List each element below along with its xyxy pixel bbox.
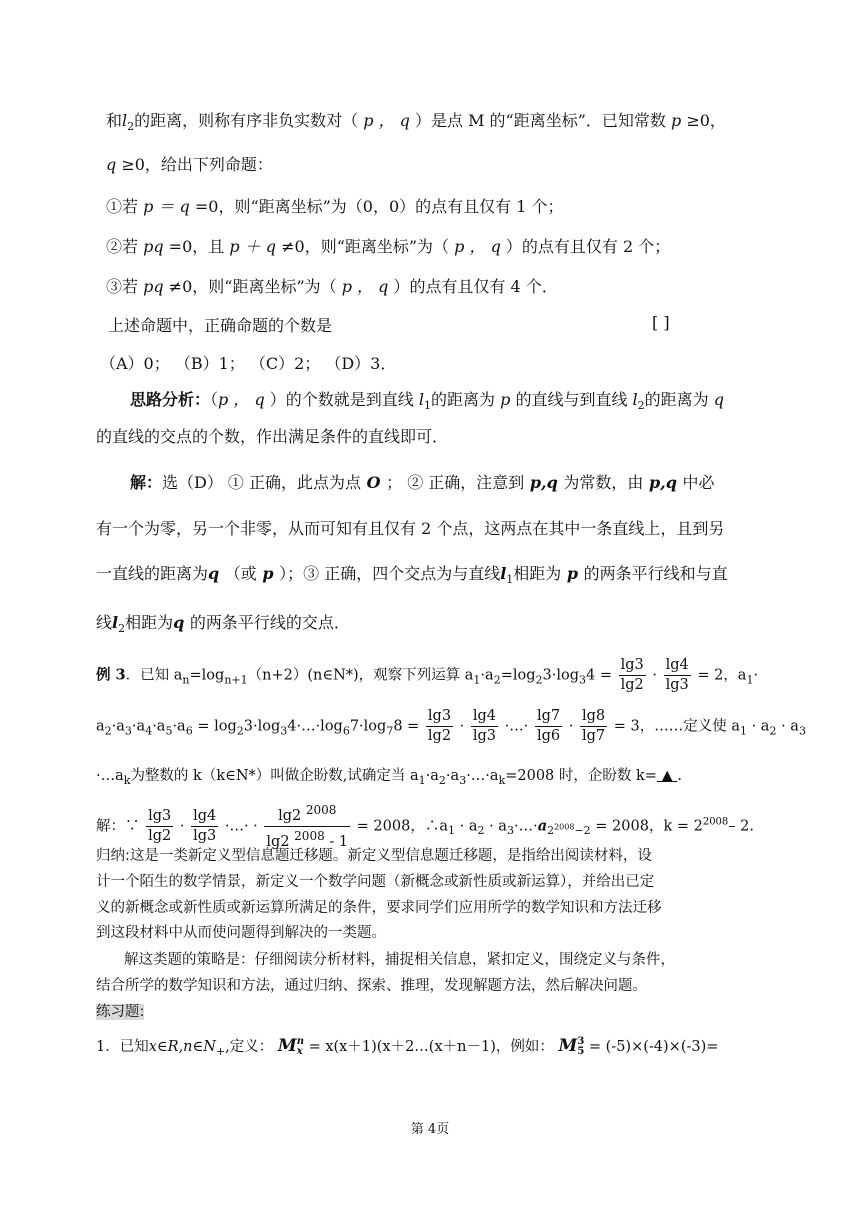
text: 归纳:这是一类新定义型信息题迁移题。新定义型信息题迁移题，是指给出阅读材料，设: [96, 848, 652, 864]
text: a: [537, 817, 548, 835]
text: =0，则“距离坐标”为（0，0）的点有且仅有 1 个；: [194, 197, 564, 216]
text: 1．已知: [96, 1039, 149, 1055]
page-number: 第 4页: [410, 1122, 450, 1137]
answer-bracket: [652, 313, 670, 332]
text: 2008: [702, 816, 729, 828]
text: ．已知 a: [125, 667, 183, 684]
text: （或: [224, 564, 257, 583]
text: lg4: [471, 707, 498, 727]
proposition-3: ③若 pq ≠0，则“距离坐标”为（ p ， q ）的点有且仅有 4 个．: [106, 277, 558, 296]
fraction-lg4-lg3: [191, 807, 218, 846]
text: 3·log: [243, 718, 281, 735]
fraction-lg4-lg3: [664, 656, 691, 695]
text: = 3，……定义使 a: [613, 718, 740, 735]
text: x∈R,n∈N: [148, 1039, 216, 1055]
solution-line-4: 线$l_2$相距为q 的两条平行线的交点．: [96, 613, 350, 636]
text: ③若: [106, 277, 139, 296]
text: 的直线与到直线: [515, 390, 628, 409]
text: 2008: [305, 803, 337, 817]
text: – 2.: [728, 818, 754, 835]
analysis-line-1: 思路分析：（p ， q ）的个数就是到直线 $l_1$的距离为 p 的直线与到直线 $l_2$的距离为 q: [130, 390, 724, 413]
text: ②若: [106, 237, 139, 256]
text: lg6: [536, 728, 561, 744]
fraction-lg7-lg6: [535, 707, 562, 746]
question-stem: [108, 313, 332, 336]
text: - 1: [329, 833, 349, 850]
text: ）的点有且仅有 4 个．: [393, 277, 558, 296]
text: lg2: [427, 728, 452, 744]
strategy-line-1: [124, 948, 675, 969]
text: = 2，a: [697, 667, 747, 684]
text: 上述命题中，正确命题的个数是: [108, 316, 333, 335]
solution-label: 解：: [130, 473, 163, 492]
text: 为整数的 k（k∈N*）叫做企盼数,试确定当 a: [130, 768, 419, 784]
text: 中必: [682, 473, 715, 492]
text: ）；③ 正确，四个交点为与直线: [279, 564, 501, 583]
text: （A）0； （B）1； （C）2； （D）3．: [100, 354, 397, 373]
text: 线: [96, 613, 113, 632]
text: 的距离为: [644, 390, 709, 409]
text: ）的个数就是到直线: [269, 390, 414, 409]
summary-line-1: [96, 844, 652, 865]
answer-options: [100, 351, 396, 374]
fraction-lg3-lg2: [426, 707, 453, 746]
text: 和: [106, 111, 123, 130]
text: 的距离为: [431, 390, 496, 409]
text: 相距为: [125, 613, 174, 632]
text: 选（D） ① 正确，此点为点: [162, 473, 362, 492]
text: ≠0，则“距离坐标”为（: [281, 237, 450, 256]
text: = 2008，: [356, 818, 425, 835]
text: 相距为: [513, 564, 562, 583]
text: 的距离，则称有序非负实数对（: [134, 111, 359, 130]
text: ·…a: [96, 768, 124, 784]
text: lg7: [535, 707, 562, 727]
analysis-label: 思路分析：: [130, 390, 211, 409]
text: ）的点有且仅有 2 个；: [505, 237, 671, 256]
proposition-2: ②若 pq =0，且 p ＋ q ≠0，则“距离坐标”为（ p ， q ）的点有且仅有 2 个；: [106, 237, 671, 256]
blank-triangle-icon: ▲: [661, 768, 673, 784]
text: ≥0，给出下列命题：: [121, 155, 273, 174]
text: 2008: [294, 828, 325, 843]
proposition-1: ①若 p ＝ q =0，则“距离坐标”为（0，0）的点有且仅有 1 个；: [106, 197, 564, 216]
text: =2008 时，企盼数 k=: [505, 768, 657, 784]
text: =log: [500, 667, 536, 684]
text: lg2: [278, 807, 302, 824]
example-line-1: 例 3．已知 $a_n=\log_{n+1}(n+2)(n\in N*)$，观察下列运算 $a_1\cdot a_2=\log_23\cdot\log_34$ = $\frac{\lg 3}{\lg 2}$ · $\frac{\lg 4}{\lg 3}$ = 2，$a_1\cdot$: [96, 657, 759, 693]
text: ≥0，: [686, 111, 726, 130]
text: 练习题:: [96, 1004, 145, 1020]
text: =log: [189, 667, 225, 684]
fraction-lg4-lg3: [471, 707, 498, 746]
text: 解：: [96, 818, 125, 835]
fraction-lg8-lg7: [580, 707, 607, 746]
text: 到这段材料中从而使问题得到解决的一类题。: [96, 925, 386, 941]
text: lg2: [148, 827, 172, 844]
summary-line-4: [96, 921, 386, 942]
text: 的两条平行线和与直: [583, 564, 728, 583]
intro-line-2: q ≥0，给出下列命题：: [106, 155, 273, 174]
exercise-1: 1．已知$x\in R,n\in N_+$,定义： M n x = x(x＋1)(x＋2…(x＋n－1)，例如： M 3 5 = (-5)×(-4)×(-3)=: [96, 1036, 719, 1058]
fraction-lg3-lg2: [619, 656, 646, 695]
text: lg3: [426, 707, 453, 727]
text: 为常数，由: [563, 473, 644, 492]
text: lg3: [665, 677, 689, 693]
text: = 2008，k = 2: [595, 818, 703, 835]
example-label: 例 3: [96, 666, 126, 684]
text: lg4: [664, 656, 691, 676]
example-line-2: $a_2\cdot a_3\cdot a_4\cdot a_5\cdot a_6$ = $\log_23\cdot\log_34\cdot\dots\cdot\log_67\cdot\log_78$ = $\frac{\lg 3}{\lg 2}$ · $\frac{\lg 4}{\lg 3}$ ·…· $\frac{\lg 7}{\lg 6}$ · $\frac{\lg 8}{\lg 7}$ = 3，……定义使 $a_1 \cdot a_2 \cdot a_3$: [96, 708, 806, 744]
text: = (-5)×(-4)×(-3)=: [588, 1039, 719, 1055]
text: 计一个陌生的数学情景，新定义一个数学问题（新概念或新性质或新运算），并给出已定: [96, 874, 655, 890]
summary-line-3: [96, 896, 662, 917]
exercise-heading: [96, 1000, 144, 1021]
text: 的两条平行线的交点．: [189, 613, 350, 632]
text: 4 =: [585, 667, 612, 684]
text: lg4: [191, 807, 218, 827]
text: ,定义：: [225, 1039, 274, 1055]
text: 3·log: [542, 667, 579, 684]
text: ）是点 M 的“距离坐标”．已知常数: [415, 111, 666, 130]
text: lg3: [472, 728, 497, 744]
text: 结合所学的数学知识和方法，通过归纳、探索、推理，发现解题方法，然后解决问题。: [96, 978, 647, 994]
analysis-line-2: [96, 424, 448, 447]
text: lg3: [619, 656, 646, 676]
text: 义的新概念或新性质或新运算所满足的条件，要求同学们应用所学的数学知识和方法迁移: [96, 900, 662, 916]
text: 有一个为零，另一个非零，从而可知有且仅有 2 个点，这两点在其中一条直线上，且到另: [96, 519, 725, 538]
text: lg8: [580, 707, 607, 727]
text: lg2: [620, 677, 644, 693]
text: = log: [197, 718, 237, 735]
text: lg3: [193, 827, 217, 844]
solution-line-2: [96, 516, 724, 539]
text: 的直线的交点的个数，作出满足条件的直线即可．: [96, 427, 449, 446]
text: lg2: [266, 833, 290, 850]
text: =0，且: [168, 237, 225, 256]
summary-line-2: [96, 870, 654, 891]
text: lg3: [146, 807, 173, 827]
text: = x(x＋1)(x＋2…(x＋n－1)，例如：: [308, 1039, 554, 1055]
text: （: [210, 390, 219, 409]
strategy-line-2: [96, 974, 647, 995]
text: ； ② 正确，注意到: [386, 473, 525, 492]
page-footer: [0, 1118, 860, 1137]
text: 4·…·log: [287, 718, 343, 735]
text: ①若: [106, 197, 139, 216]
solution-line-1: 解：选（D） ① 正确，此点为点 O ； ② 正确，注意到 p,q 为常数，由 p,q 中必: [130, 473, 715, 492]
text: 解这类题的策略是：仔细阅读分析材料，捕捉相关信息，紧扣定义，围绕定义与条件，: [124, 952, 675, 968]
example-line-3: $\cdot\dots a_k$为整数的 k（k∈N*）叫做企盼数,试确定当 $a_1\cdot a_2\cdot a_3\cdot\dots\cdot a_k=2008$ 时，企盼数 k= ▲ .: [96, 768, 682, 787]
example-solution: 解：∵ $\frac{\lg 3}{\lg 2}$ · $\frac{\lg 4}{\lg 3}$ ·…· · $\frac{\lg 2 ^{2008}}{\lg 2 ^{2008} - 1}$ = 2008，$\therefore a_1 \cdot a_2$ · $a_3\cdot\dots\cdot a_{2^{2008}-2} = 2008$，$k = 2^{2008}-$ 2.: [96, 803, 754, 850]
text: （n+2）(n∈N*)，观察下列运算 a: [247, 667, 474, 684]
text: [ ]: [652, 313, 670, 332]
text: 7·log: [349, 718, 387, 735]
text: 8 =: [393, 718, 420, 735]
text: 一直线的距离为: [96, 564, 209, 583]
fraction-lg3-lg2: [146, 807, 173, 846]
intro-line-1: 和$l_2$的距离，则称有序非负实数对（ p ， q ）是点 M 的“距离坐标”．已知常数 p ≥0，: [106, 111, 726, 134]
text: ≠0，则“距离坐标”为（: [168, 277, 337, 296]
solution-line-3: 一直线的距离为q （或 p ）；③ 正确，四个交点为与直线$l_1$相距为 p 的两条平行线和与直: [96, 564, 728, 587]
text: lg7: [581, 728, 606, 744]
